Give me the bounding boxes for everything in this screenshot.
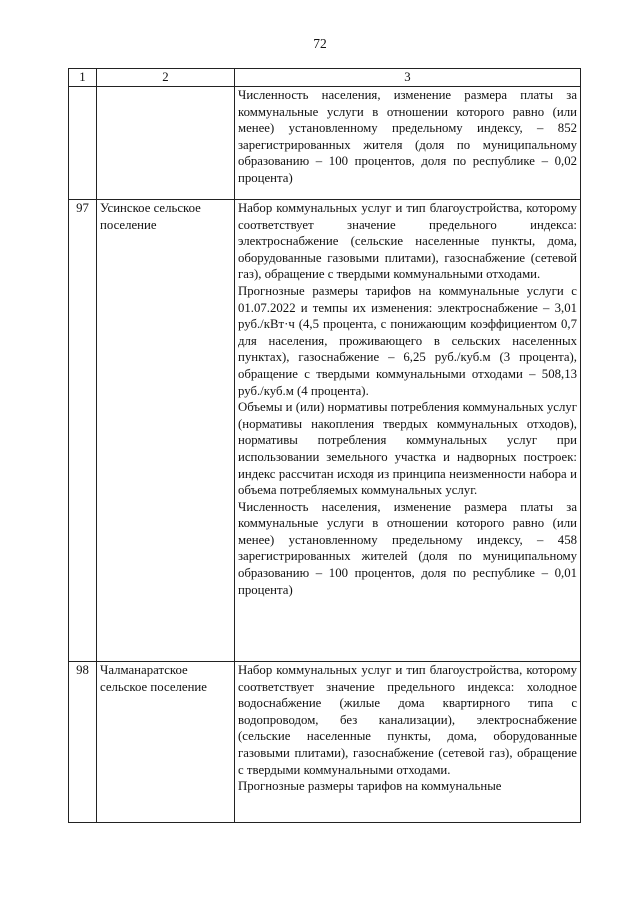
header-cell-3: 3 — [235, 69, 581, 87]
header-cell-1: 1 — [69, 69, 97, 87]
row-number: 97 — [69, 200, 97, 662]
description-paragraph: Численность населения, изменение размера платы за коммунальные услуги в отношении которого равно (или менее) установленному предельному индексу, – 458 зарегистрированных жителей (доля по муниципальному образованию – 100 процентов, доля по республике – 0,01 процента) — [238, 499, 577, 597]
table-header-row — [69, 69, 581, 87]
description-paragraph: Набор коммунальных услуг и тип благоустройства, которому соответствует значение предельного индекса: электроснабжение (сельские населенные пункты, дома, оборудованные газовыми плитами), газоснабжение (сетевой газ), обращение с твердыми коммунальными отходами. — [238, 201, 577, 282]
municipality-name: Усинское сельское поселение — [97, 200, 235, 662]
municipality-name: Чалманаратское сельское поселение — [97, 662, 235, 823]
row-number — [69, 87, 97, 200]
description-paragraph: Набор коммунальных услуг и тип благоустройства, которому соответствует значение предельного индекса: холодное водоснабжение (жилые дома квартирного типа с водопроводом, без канализации), электроснабжение (сельские населенные пункты, дома, оборудованные газовыми плитами), газоснабжение (сетевой газ), обращение с твердыми коммунальными отходами. — [238, 663, 577, 777]
municipality-name — [97, 87, 235, 200]
table-row-continuation — [69, 87, 581, 200]
row-description — [235, 662, 581, 823]
description-paragraph: Численность населения, изменение размера платы за коммунальные услуги в отношении которого равно (или менее) установленному предельному индексу, – 852 зарегистрированных жителя (доля по муниципальному образованию – 100 процентов, доля по республике – 0,02 процента) — [238, 88, 577, 185]
header-cell-2: 2 — [97, 69, 235, 87]
document-table — [68, 68, 581, 823]
description-paragraph: Объемы и (или) нормативы потребления коммунальных услуг (нормативы накопления твердых коммунальных отходов), нормативы потребления коммунальных услуг при использовании земельного участка и надворных построек: индекс рассчитан исходя из принципа неизменности набора и объема потребляемых коммунальных услуг. — [238, 400, 577, 498]
table-row — [69, 200, 581, 662]
description-paragraph: Прогнозные размеры тарифов на коммунальные услуги с 01.07.2022 и темпы их изменения: электроснабжение – 3,01 руб./кВт·ч (4,5 процента, с понижающим коэффициентом 0,7 для населения, проживающего в сельских населенных пунктах), газоснабжение – 6,25 руб./куб.м (3 процента), обращение с твердыми коммунальными отходами – 508,13 руб./куб.м (4 процента). — [238, 283, 577, 398]
row-number: 98 — [69, 662, 97, 823]
table-row — [69, 662, 581, 823]
page-number: 72 — [313, 36, 327, 51]
description-paragraph: Прогнозные размеры тарифов на коммунальные — [238, 779, 502, 794]
row-description — [235, 87, 581, 200]
row-description — [235, 200, 581, 662]
